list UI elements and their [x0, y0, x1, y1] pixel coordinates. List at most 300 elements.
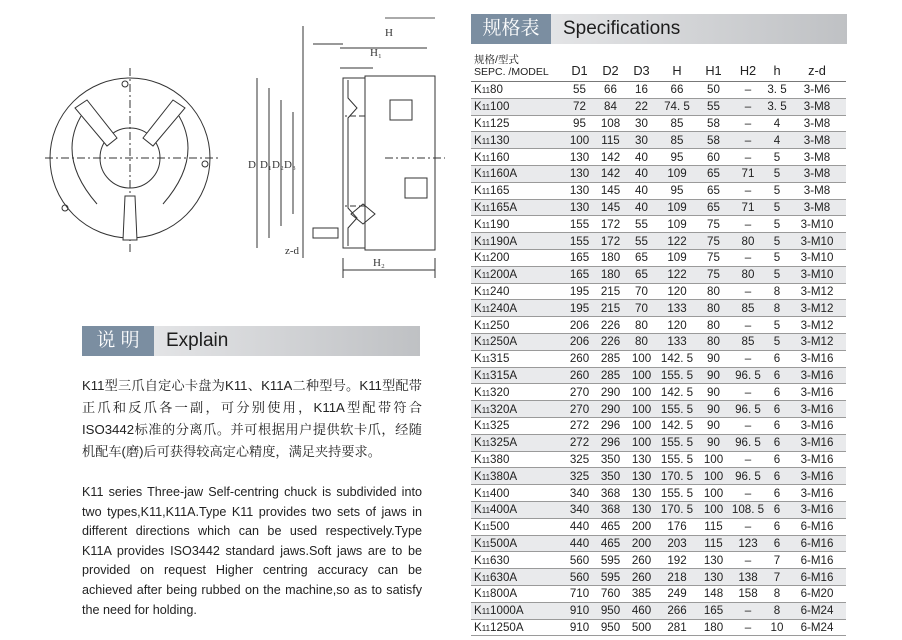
cell-h: 109 — [657, 165, 697, 182]
cell-h: 120 — [657, 317, 697, 334]
model-number: 315A — [490, 368, 518, 382]
table-row — [471, 199, 846, 216]
cell-d3: 40 — [626, 182, 657, 199]
model-sub: 11 — [481, 153, 491, 163]
cell-h2: 85 — [730, 300, 766, 317]
cell-d1: 340 — [564, 501, 595, 518]
cell-model — [471, 367, 564, 384]
cell-d2: 285 — [595, 350, 626, 367]
model-prefix: K — [474, 419, 482, 433]
cell-hh: 5 — [766, 165, 788, 182]
cell-h: 142. 5 — [657, 350, 697, 367]
col-d1: D1 — [564, 48, 595, 82]
cell-model — [471, 283, 564, 300]
cell-h1: 100 — [697, 485, 730, 502]
spec-header-cn: 规格表 — [471, 14, 551, 44]
cell-d2: 465 — [595, 535, 626, 552]
cell-h1: 165 — [697, 602, 730, 619]
model-sub: 11 — [481, 388, 491, 398]
cell-h2: – — [730, 485, 766, 502]
cell-d2: 950 — [595, 619, 626, 636]
model-number: 630A — [490, 570, 518, 584]
cell-d1: 340 — [564, 485, 595, 502]
model-number: 190A — [490, 234, 518, 248]
chuck-drawing — [45, 8, 445, 308]
cell-hh: 5 — [766, 199, 788, 216]
cell-h: 120 — [657, 283, 697, 300]
table-row — [471, 249, 846, 266]
cell-model — [471, 165, 564, 182]
cell-hh: 8 — [766, 300, 788, 317]
table-row — [471, 602, 846, 619]
model-number: 250 — [490, 318, 510, 332]
model-prefix: K — [474, 184, 482, 198]
cell-zd: 3-M16 — [788, 417, 846, 434]
cell-d3: 40 — [626, 149, 657, 166]
cell-model — [471, 82, 564, 99]
cell-model — [471, 233, 564, 250]
cell-model — [471, 115, 564, 132]
cell-d1: 130 — [564, 165, 595, 182]
cell-h2: – — [730, 602, 766, 619]
cell-d3: 200 — [626, 535, 657, 552]
model-number: 130 — [490, 133, 510, 147]
cell-h1: 90 — [697, 401, 730, 418]
cell-d2: 296 — [595, 417, 626, 434]
cell-h: 155. 5 — [657, 434, 697, 451]
cell-hh: 6 — [766, 434, 788, 451]
cell-h2: 158 — [730, 585, 766, 602]
model-number: 1250A — [490, 620, 524, 634]
cell-h: 142. 5 — [657, 384, 697, 401]
cell-d1: 272 — [564, 417, 595, 434]
table-row — [471, 182, 846, 199]
cell-hh: 10 — [766, 619, 788, 636]
model-number: 165 — [490, 184, 510, 198]
spec-header-en: Specifications — [551, 14, 847, 44]
model-number: 800A — [490, 587, 518, 601]
cell-h2: – — [730, 182, 766, 199]
cell-h2: 80 — [730, 233, 766, 250]
cell-zd: 3-M8 — [788, 115, 846, 132]
cell-h2: – — [730, 417, 766, 434]
cell-h: 133 — [657, 300, 697, 317]
cell-h1: 90 — [697, 434, 730, 451]
model-prefix: K — [474, 217, 482, 231]
cell-hh: 6 — [766, 350, 788, 367]
table-row — [471, 98, 846, 115]
cell-h: 203 — [657, 535, 697, 552]
cell-h: 66 — [657, 82, 697, 99]
model-number: 380A — [490, 469, 518, 483]
model-sub: 11 — [481, 237, 491, 247]
cell-h: 155. 5 — [657, 367, 697, 384]
cell-d3: 70 — [626, 283, 657, 300]
table-row — [471, 233, 846, 250]
cell-model — [471, 266, 564, 283]
cell-d1: 270 — [564, 384, 595, 401]
model-prefix: K — [474, 486, 482, 500]
model-prefix: K — [474, 268, 482, 282]
model-sub: 11 — [481, 355, 491, 365]
cell-model — [471, 485, 564, 502]
cell-d1: 440 — [564, 535, 595, 552]
cell-d1: 560 — [564, 569, 595, 586]
model-number: 200 — [490, 251, 510, 265]
model-prefix: K — [474, 536, 482, 550]
cell-model — [471, 350, 564, 367]
table-row — [471, 451, 846, 468]
cell-h1: 130 — [697, 569, 730, 586]
cell-d2: 595 — [595, 552, 626, 569]
cell-h1: 58 — [697, 132, 730, 149]
cell-h: 155. 5 — [657, 401, 697, 418]
table-row — [471, 333, 846, 350]
cell-d2: 142 — [595, 165, 626, 182]
cell-model — [471, 417, 564, 434]
cell-d3: 100 — [626, 367, 657, 384]
cell-h1: 75 — [697, 249, 730, 266]
cell-d3: 100 — [626, 384, 657, 401]
cell-d1: 272 — [564, 434, 595, 451]
cell-model — [471, 585, 564, 602]
cell-zd: 3-M8 — [788, 199, 846, 216]
cell-hh: 5 — [766, 333, 788, 350]
model-prefix: K — [474, 83, 482, 97]
cell-d3: 30 — [626, 132, 657, 149]
cell-d2: 368 — [595, 501, 626, 518]
cell-d3: 100 — [626, 350, 657, 367]
label-D: D — [248, 159, 256, 171]
cell-h: 155. 5 — [657, 451, 697, 468]
cell-d2: 226 — [595, 317, 626, 334]
cell-d1: 560 — [564, 552, 595, 569]
cell-d3: 100 — [626, 434, 657, 451]
cell-h2: – — [730, 451, 766, 468]
cell-h: 109 — [657, 249, 697, 266]
model-sub: 11 — [481, 439, 491, 449]
cell-d1: 195 — [564, 300, 595, 317]
cell-model — [471, 552, 564, 569]
cell-zd: 3-M16 — [788, 401, 846, 418]
model-number: 160 — [490, 150, 510, 164]
cell-h1: 75 — [697, 216, 730, 233]
model-prefix: K — [474, 469, 482, 483]
cell-model — [471, 619, 564, 636]
table-row — [471, 535, 846, 552]
cell-d2: 172 — [595, 216, 626, 233]
cell-d3: 65 — [626, 249, 657, 266]
cell-h1: 90 — [697, 384, 730, 401]
cell-d1: 130 — [564, 149, 595, 166]
cell-d1: 95 — [564, 115, 595, 132]
cell-h: 85 — [657, 132, 697, 149]
table-row — [471, 585, 846, 602]
cell-d1: 100 — [564, 132, 595, 149]
explain-text-cn: K11型三爪自定心卡盘为K11、K11A二种型号。K11型配带正爪和反爪各一副，可分别使用，K11A型配带符合ISO3442标准的分离爪。并可根据用户提供软卡爪，经随机配车(磨)后可获得较高定心精度，满足夹持要求。 — [82, 378, 422, 459]
table-row — [471, 132, 846, 149]
cell-zd: 6-M16 — [788, 569, 846, 586]
cell-h: 74. 5 — [657, 98, 697, 115]
cell-hh: 5 — [766, 149, 788, 166]
table-row — [471, 619, 846, 636]
cell-h: 133 — [657, 333, 697, 350]
cell-h1: 55 — [697, 98, 730, 115]
cell-hh: 8 — [766, 602, 788, 619]
model-number: 250A — [490, 335, 518, 349]
cell-h2: – — [730, 518, 766, 535]
cell-d1: 155 — [564, 216, 595, 233]
cell-hh: 8 — [766, 283, 788, 300]
table-row — [471, 350, 846, 367]
table-row — [471, 468, 846, 485]
cell-d1: 260 — [564, 367, 595, 384]
cell-zd: 6-M24 — [788, 602, 846, 619]
cell-hh: 7 — [766, 569, 788, 586]
cell-zd: 3-M8 — [788, 149, 846, 166]
cell-h1: 80 — [697, 300, 730, 317]
model-prefix: K — [474, 385, 482, 399]
cell-h2: – — [730, 132, 766, 149]
cell-h1: 65 — [697, 182, 730, 199]
model-number: 500 — [490, 520, 510, 534]
table-row — [471, 149, 846, 166]
model-number: 320A — [490, 402, 518, 416]
cell-hh: 3. 5 — [767, 83, 787, 97]
cell-d2: 290 — [595, 401, 626, 418]
model-prefix: K — [474, 368, 482, 382]
model-sub: 11 — [481, 254, 491, 264]
model-number: 400 — [490, 486, 510, 500]
model-prefix: K — [474, 402, 482, 416]
model-prefix: K — [474, 167, 482, 181]
model-number: 380 — [490, 452, 510, 466]
model-sub: 11 — [481, 405, 491, 415]
table-row — [471, 266, 846, 283]
label-H1: H₁ — [370, 47, 382, 59]
cell-hh: 6 — [766, 485, 788, 502]
table-row — [471, 501, 846, 518]
cell-h1: 115 — [697, 518, 730, 535]
cell-h2: 96. 5 — [730, 434, 766, 451]
model-number: 200A — [490, 268, 518, 282]
cell-d1: 206 — [564, 317, 595, 334]
cell-d1: 165 — [564, 249, 595, 266]
model-prefix: K — [474, 301, 482, 315]
cell-d3: 55 — [626, 233, 657, 250]
cell-model — [471, 602, 564, 619]
table-row — [471, 518, 846, 535]
cell-h2: – — [730, 82, 766, 99]
spec-table-header — [471, 48, 846, 82]
model-sub: 11 — [481, 590, 491, 600]
cell-h1: 80 — [697, 283, 730, 300]
cell-d3: 65 — [626, 266, 657, 283]
cell-h: 249 — [657, 585, 697, 602]
cell-zd: 3-M16 — [788, 451, 846, 468]
cell-h1: 90 — [697, 417, 730, 434]
cell-h: 155. 5 — [657, 485, 697, 502]
model-prefix: K — [474, 570, 482, 584]
cell-d3: 460 — [626, 602, 657, 619]
cell-hh: 4 — [766, 115, 788, 132]
model-sub: 11 — [481, 422, 491, 432]
cell-hh: 6 — [766, 535, 788, 552]
cell-h2: 71 — [730, 165, 766, 182]
cell-hh: 6 — [766, 451, 788, 468]
cell-model — [471, 518, 564, 535]
model-sub: 11 — [481, 187, 491, 197]
col-hh: h — [766, 48, 788, 82]
model-sub: 11 — [481, 103, 491, 113]
cell-h1: 90 — [697, 367, 730, 384]
cell-zd: 3-M16 — [788, 367, 846, 384]
cell-d2: 595 — [595, 569, 626, 586]
cell-d2: 115 — [595, 132, 626, 149]
model-number: 240 — [490, 284, 510, 298]
model-number: 400A — [490, 503, 518, 517]
spec-table — [471, 48, 846, 636]
cell-d2: 215 — [595, 300, 626, 317]
cell-h: 122 — [657, 233, 697, 250]
cell-d1: 325 — [564, 451, 595, 468]
model-number: 315 — [490, 352, 510, 366]
cell-d2: 172 — [595, 233, 626, 250]
cell-d2: 296 — [595, 434, 626, 451]
model-prefix: K — [474, 200, 482, 214]
cell-d1: 270 — [564, 401, 595, 418]
chuck-side-view — [257, 18, 445, 278]
cell-d1: 440 — [564, 518, 595, 535]
cell-d2: 350 — [595, 468, 626, 485]
cell-h2: – — [730, 350, 766, 367]
cell-d1: 195 — [564, 283, 595, 300]
model-sub: 11 — [481, 321, 491, 331]
cell-h: 109 — [657, 216, 697, 233]
cell-zd: 6-M20 — [788, 585, 846, 602]
col-zd: z-d — [788, 48, 846, 82]
model-prefix: K — [474, 620, 482, 634]
cell-d3: 40 — [626, 199, 657, 216]
cell-h1: 90 — [697, 350, 730, 367]
cell-h: 170. 5 — [657, 501, 697, 518]
model-number: 165A — [490, 200, 518, 214]
explain-header-en: Explain — [154, 326, 420, 356]
model-sub: 11 — [481, 556, 491, 566]
cell-h2: – — [730, 283, 766, 300]
cell-d3: 80 — [626, 333, 657, 350]
cell-d3: 30 — [626, 115, 657, 132]
label-D1: D₁ — [260, 159, 272, 171]
label-D3: D₃ — [284, 159, 296, 171]
cell-hh: 6 — [766, 417, 788, 434]
cell-d3: 130 — [626, 501, 657, 518]
cell-h: 109 — [657, 199, 697, 216]
cell-h1: 80 — [697, 333, 730, 350]
cell-h2: – — [730, 98, 766, 115]
model-prefix: K — [474, 352, 482, 366]
col-model — [471, 48, 564, 82]
cell-hh: 7 — [766, 552, 788, 569]
cell-d2: 180 — [595, 266, 626, 283]
model-number: 125 — [490, 116, 510, 130]
cell-hh: 5 — [766, 233, 788, 250]
cell-d3: 200 — [626, 518, 657, 535]
cell-hh: 4 — [766, 132, 788, 149]
cell-d3: 80 — [626, 317, 657, 334]
cell-zd: 3-M16 — [788, 468, 846, 485]
cell-model — [471, 535, 564, 552]
label-D2: D₂ — [272, 159, 284, 171]
cell-d3: 500 — [626, 619, 657, 636]
cell-h2: 138 — [730, 569, 766, 586]
cell-zd: 3-M12 — [788, 300, 846, 317]
cell-model — [471, 468, 564, 485]
cell-model — [471, 182, 564, 199]
cell-hh: 6 — [766, 518, 788, 535]
cell-h1: 115 — [697, 535, 730, 552]
cell-h: 266 — [657, 602, 697, 619]
explain-header-cn: 说 明 — [82, 326, 154, 356]
model-sub: 11 — [481, 539, 491, 549]
cell-h2: 123 — [730, 535, 766, 552]
model-prefix: K — [474, 452, 482, 466]
model-sub: 11 — [481, 136, 491, 146]
cell-h2: 71 — [730, 199, 766, 216]
table-row — [471, 165, 846, 182]
cell-d2: 180 — [595, 249, 626, 266]
table-row — [471, 434, 846, 451]
cell-h1: 180 — [697, 619, 730, 636]
cell-zd: 6-M24 — [788, 619, 846, 636]
cell-model — [471, 333, 564, 350]
cell-d3: 16 — [626, 82, 657, 99]
model-sub: 11 — [481, 573, 491, 583]
cell-d2: 215 — [595, 283, 626, 300]
cell-d2: 142 — [595, 149, 626, 166]
cell-model — [471, 249, 564, 266]
cell-h2: – — [730, 216, 766, 233]
model-sub: 11 — [481, 455, 491, 465]
table-row — [471, 317, 846, 334]
table-row — [471, 417, 846, 434]
cell-zd: 3-M12 — [788, 333, 846, 350]
cell-hh: 3. 5 — [767, 100, 787, 114]
cell-zd: 3-M16 — [788, 485, 846, 502]
cell-zd: 3-M8 — [788, 182, 846, 199]
cell-d3: 260 — [626, 552, 657, 569]
cell-zd: 6-M16 — [788, 535, 846, 552]
cell-h2: – — [730, 317, 766, 334]
cell-model — [471, 216, 564, 233]
cell-h1: 65 — [697, 165, 730, 182]
label-H: H — [385, 27, 393, 39]
model-number: 320 — [490, 385, 510, 399]
spec-header — [471, 14, 847, 44]
model-sub: 11 — [481, 271, 491, 281]
model-sub: 11 — [481, 489, 491, 499]
chuck-front-view — [45, 68, 220, 253]
table-row — [471, 82, 846, 99]
table-row — [471, 569, 846, 586]
cell-zd: 3-M8 — [788, 98, 846, 115]
cell-h2: – — [730, 249, 766, 266]
cell-hh: 6 — [766, 401, 788, 418]
col-h: H — [657, 48, 697, 82]
cell-h2: – — [730, 619, 766, 636]
cell-h2: 96. 5 — [730, 367, 766, 384]
cell-h1: 148 — [697, 585, 730, 602]
